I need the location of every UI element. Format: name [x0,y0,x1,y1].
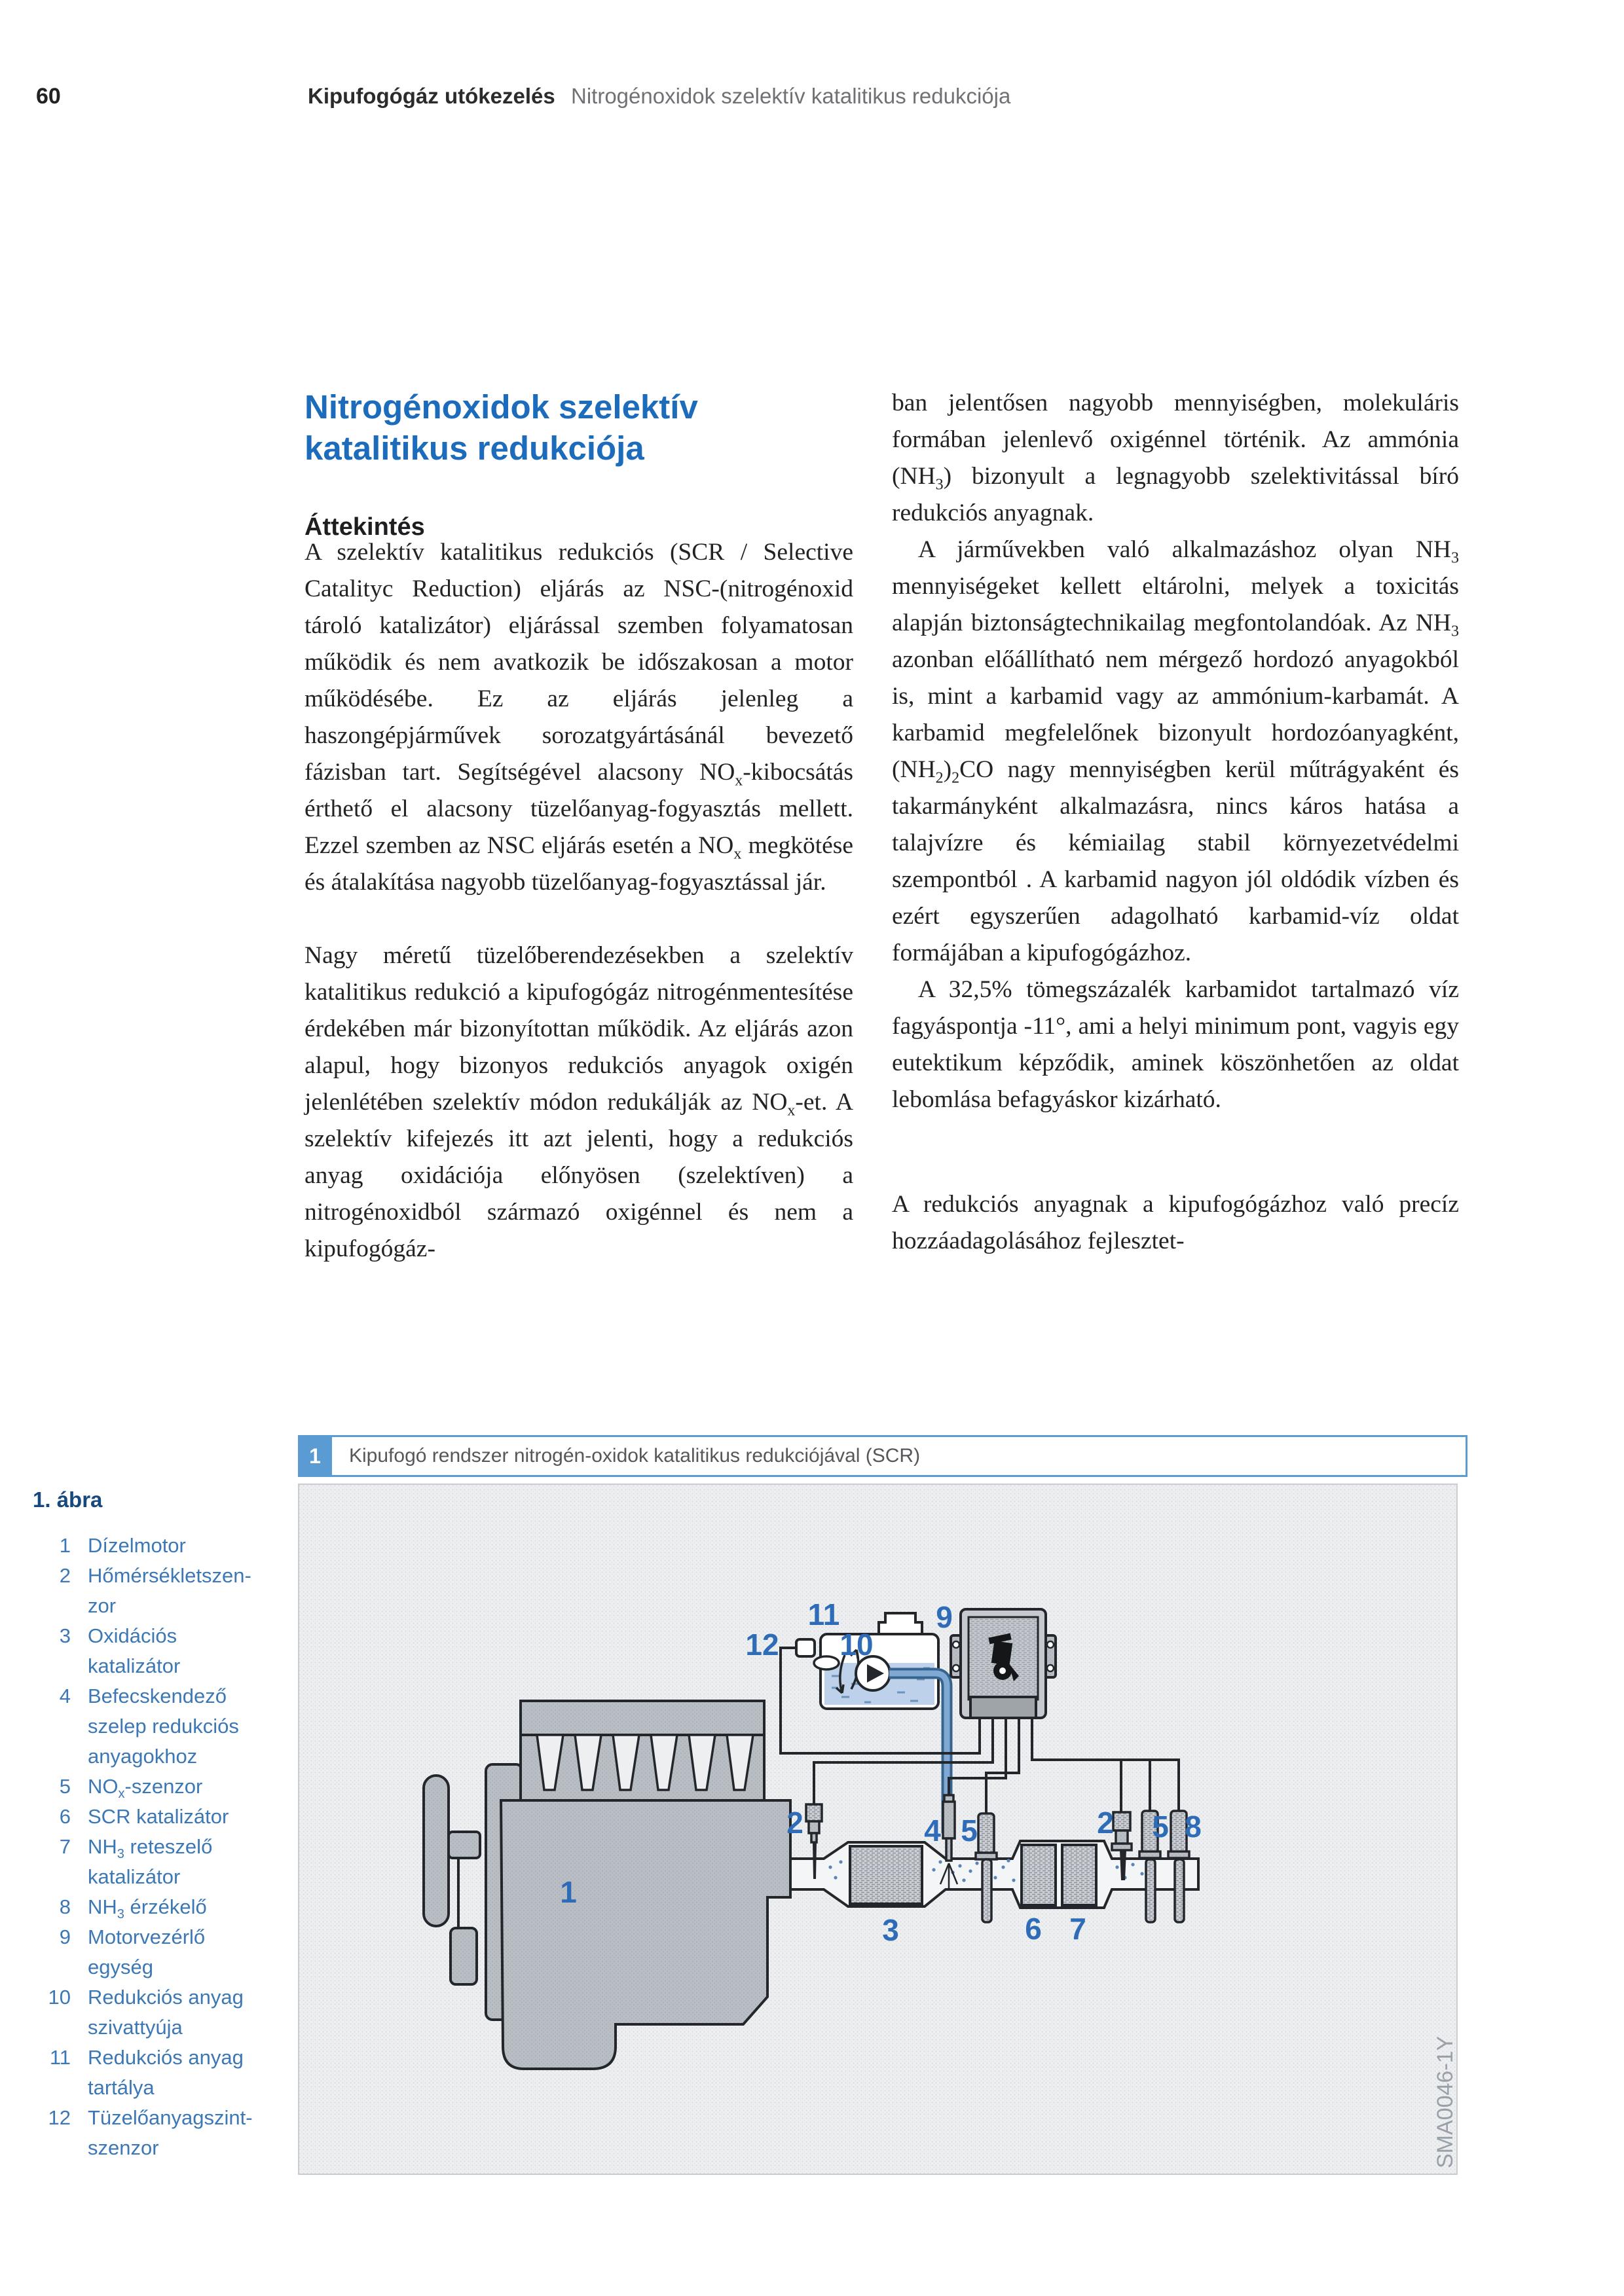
figure-callout-number: 1 [560,1875,577,1909]
fuel-level-sensor [796,1639,815,1656]
legend-item-label: Hőmérsékletszen- zor [88,1564,251,1617]
figure-callout-number: 10 [840,1628,874,1662]
legend-item-number: 6 [59,1805,71,1828]
legend-item [33,1621,295,1681]
body-paragraph: A 32,5% tömegszázalék karbamidot tartalmazó víz fagyáspontja -11°, ami a helyi minimum pont, vagyis egy eutektikum képződik, aminek köszönhetően az oldat lebomlása befagyáskor kizárható. [892,976,1459,1113]
legend-item-number: 4 [59,1685,71,1707]
legend-item [33,1772,295,1802]
legend-item [33,1802,295,1832]
body-paragraph: A járművekben való alkalmazáshoz olyan $NH_3$ mennyiségeket kellett eltárolni, melyek a toxicitás alapján biztonságtechnikailag megfontolandóak. Az $NH_3$ azonban előállítható nem mérgező hordozó anyagokból is, mint a karbamid vagy az ammónium-karbamát. A karbamid megfelelőnek bizonyult hordozóanyagként, $(NH_2)_2CO$ nagy mennyiségben kerül műtrágyaként és takarmányként alkalmazásra, nincs káros hatása a talajvízre és kémiailag stabil környezetvédelmi szempontból . A karbamid nagyon jól oldódik vízben és ezért egyszerűen adagolható karbamid-víz oldat formájában a kipufogógázhoz. [892,536,1459,966]
legend-item-label: $NH_3$ érzékelő [88,1895,207,1922]
legend-item-number: 2 [59,1564,71,1587]
legend-item-label: Redukciós anyag tartálya [88,2046,244,2099]
page-header [0,84,1624,117]
body-paragraph: A szelektív katalitikus redukciós (SCR / Selective Catalityc Reduction) eljárás az NSC-(nitrogénoxid tároló katalizátor) eljárással szemben folyamatosan működik és nem avatkozik be időszakosan a motor működésébe. Ez az eljárás jelenleg a haszongépjárművek sorozatgyártásánál bevezető fázisban tart. Segítségével alacsony $NO_x$-kibocsátás érthető el alacsony tüzelőanyag-fogyasztás mellett. Ezzel szemben az NSC eljárás esetén a $NO_x$ megkötése és átalakítása nagyobb tüzelőanyag-fogyasztással jár. [304,539,853,896]
legend-item [33,1681,295,1772]
legend-item-label: Tüzelőanyagszint- szenzor [88,2106,253,2159]
figure-callout-number: 5 [1152,1810,1169,1844]
legend-heading: 1. ábra [33,1487,103,1512]
legend-item [33,1922,295,1982]
figure-callout-number: 2 [1097,1806,1114,1840]
article-title: Nitrogénoxidok szelektív katalitikus redukciója [304,388,698,467]
header-subsection: Nitrogénoxidok szelektív katalitikus redukciója [571,84,1011,108]
legend-item [33,1832,295,1892]
figure-caption: Kipufogó rendszer nitrogén-oxidok katalitikus redukciójával (SCR) [349,1445,921,1467]
legend-item-number: 7 [59,1835,71,1858]
figure-callout-number: 9 [936,1600,953,1634]
legend-list [33,1531,295,2163]
legend-item [33,1531,295,1561]
body-paragraph: ban jelentősen nagyobb mennyiségben, molekuláris formában jelenlevő oxigénnel történik. Az ammónia $(NH_3)$ bizonyult a legnagyobb szelektivitással bíró redukciós anyagnak. [892,390,1459,526]
figure-caption-bar [298,1435,1467,1477]
oxidation-catalyst [850,1846,922,1904]
legend-item [33,1561,295,1621]
figure-number-badge: 1 [298,1435,332,1477]
figure-caption-box [332,1435,1467,1477]
figure-callout-number: 7 [1069,1912,1086,1946]
fan-icon [424,1776,449,1926]
legend-item-label: Dízelmotor [88,1534,186,1557]
legend-item-label: Oxidációs katalizátor [88,1624,181,1677]
legend-item [33,2103,295,2163]
legend-item-number: 8 [59,1895,71,1918]
body-paragraph: A redukciós anyagnak a kipufogógázhoz való precíz hozzáadagolásához fejlesztet- [892,1191,1459,1254]
legend-item-number: 3 [59,1624,71,1647]
legend-item-number: 1 [59,1534,71,1557]
float [814,1656,839,1669]
figure-callout-number: 6 [1025,1912,1042,1946]
figure-callout-number: 3 [882,1913,899,1947]
right-column [892,385,1459,1260]
figure-background [299,1484,1457,2174]
scr-catalyst [1022,1845,1056,1905]
legend-item-label: $NH_3$ reteszelő katalizátor [88,1835,213,1888]
nh3-slip-catalyst [1062,1845,1096,1905]
figure-callout-number: 11 [807,1597,840,1631]
overview-heading: Áttekintés [304,513,425,541]
figure-callout-number: 5 [961,1813,978,1848]
figure-callout-number: 8 [1185,1810,1202,1844]
legend-item-number: 10 [48,1986,71,2009]
legend-item [33,1892,295,1922]
legend-item-label: Motorvezérlő egység [88,1925,206,1978]
legend-item-label: Befecskendező szelep redukciós anyagokhoz [88,1685,239,1768]
figure-callout-number: 12 [745,1628,779,1662]
header-section: Kipufogógáz utókezelés [308,84,555,108]
legend-item-label: $NO_x$-szenzor [88,1775,203,1802]
legend-item-number: 9 [59,1925,71,1948]
legend-item [33,1982,295,2043]
legend-item-number: 11 [49,2046,71,2069]
figure-legend [33,1487,295,2163]
figure-callout-number: 2 [786,1806,803,1840]
figure-watermark: SMA0046-1Y [1433,2035,1458,2168]
figure-callout-number: 4 [924,1813,941,1848]
page-number: 60 [36,84,61,109]
engine-control-unit [951,1609,1056,1718]
legend-item [33,2043,295,2103]
body-paragraph: Nagy méretű tüzelőberendezésekben a szelektív katalitikus redukció a kipufogógáz nitrogénmentesítése érdekében már bizonyítottan működik. Az eljárás azon alapul, hogy bizonyos redukciós anyagok oxigén jelenlétében szelektív módon redukálják az $NO_x-et$. A szelektív kifejezés itt azt jelenti, hogy a redukciós anyag oxidációja előnyösen (szelektíven) a nitrogénoxidból származó oxigénnel és nem a kipufogógáz- [304,942,853,1262]
left-column [304,534,853,1267]
legend-item-label: SCR katalizátor [88,1805,229,1828]
legend-item-number: 12 [48,2106,71,2129]
legend-item-label: Redukciós anyag szivattyúja [88,1986,244,2039]
legend-item-number: 5 [59,1775,71,1798]
scr-system-diagram [298,1484,1458,2175]
